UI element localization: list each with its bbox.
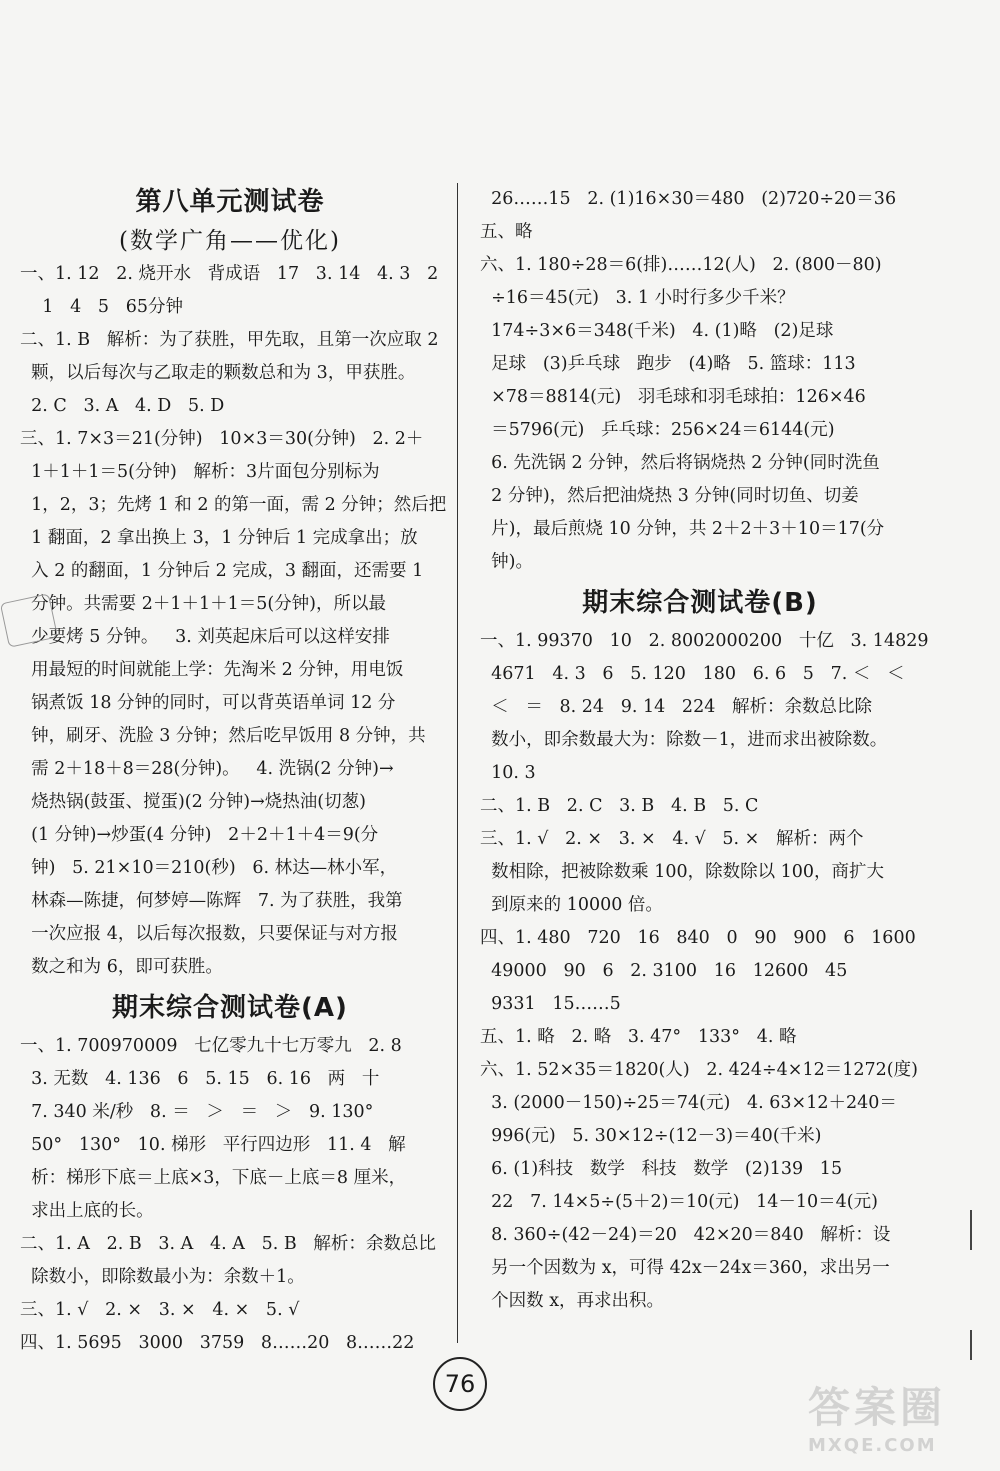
left-column	[20, 178, 447, 1360]
answer-line: 三、1. √ 2. × 3. × 4. × 5. √	[20, 1300, 300, 1320]
answer-line: ÷16＝45(元) 3. 1 小时行多少千米？	[480, 288, 795, 308]
answer-line: 174÷3×6＝348(千米) 4. (1)略 (2)足球	[480, 321, 834, 341]
answer-line: 3. (2000－150)÷25＝74(元) 4. 63×12＋240＝	[480, 1093, 897, 1113]
answers-unit8	[20, 258, 447, 984]
answer-line: 个因数 x，再求出积。	[480, 1291, 665, 1311]
answer-line: 片)，最后煎烧 10 分钟，共 2＋2＋3＋10＝17(分	[480, 519, 885, 539]
answer-line: 3. 无数 4. 136 6 5. 15 6. 16 两 十	[20, 1069, 380, 1089]
answer-line: ×78＝8814(元) 羽毛球和羽毛球拍：126×46	[480, 387, 866, 407]
section-title-final-b: 期末综合测试卷(B)	[582, 588, 818, 618]
answer-line: 锅煮饭 18 分钟的同时，可以背英语单词 12 分	[20, 693, 396, 713]
answer-line: 数小，即余数最大为：除数－1，进而求出被除数。	[480, 730, 888, 750]
section-subtitle-unit8: (数学广角——优化)	[119, 228, 341, 254]
answer-line: 一、1. 12 2. 烧开水 背成语 17 3. 14 4. 3 2	[20, 264, 439, 284]
answer-line: 入 2 的翻面，1 分钟后 2 完成，3 翻面，还需要 1	[20, 561, 424, 581]
answer-line: 需 2＋18＋8＝28(分钟)。 4. 洗锅(2 分钟)→	[20, 759, 394, 779]
answer-line: 1 4 5 65分钟	[20, 297, 183, 317]
answer-line: 10. 3	[480, 763, 536, 783]
answers-final-a	[20, 1030, 440, 1360]
answer-line: 五、1. 略 2. 略 3. 47° 133° 4. 略	[480, 1027, 797, 1047]
answers-final-b	[480, 625, 929, 1318]
answer-line: 林森—陈捷，何梦婷—陈辉 7. 为了获胜，我第	[20, 891, 403, 911]
answer-line: 22 7. 14×5÷(5＋2)＝10(元) 14－10＝4(元)	[480, 1192, 878, 1212]
page-number: 76	[433, 1357, 487, 1411]
answer-line: ＜ ＝ 8. 24 9. 14 224 解析：余数总比除	[480, 697, 873, 717]
answer-line: 析：梯形下底＝上底×3，下底－上底＝8 厘米，	[20, 1168, 407, 1188]
answer-line: 钟，刷牙、洗脸 3 分钟；然后吃早饭用 8 分钟，共	[20, 726, 426, 746]
answer-line: 钟) 5. 21×10＝210(秒) 6. 林达—林小军，	[20, 858, 398, 878]
answer-line: 1＋1＋1＝5(分钟) 解析：3片面包分别标为	[20, 462, 380, 482]
answer-line: 少要烤 5 分钟。 3. 刘英起床后可以这样安排	[20, 627, 390, 647]
watermark-logo-text: 答案圈	[808, 1383, 947, 1432]
answer-line: 六、1. 52×35＝1820(人) 2. 424÷4×12＝1272(度)	[480, 1060, 918, 1080]
site-watermark	[808, 1375, 993, 1465]
answer-line: 7. 340 米/秒 8. ＝ ＞ ＝ ＞ 9. 130°	[20, 1102, 374, 1122]
watermark-url: MXQE.COM	[808, 1435, 937, 1456]
answer-line: 颗，以后每次与乙取走的颗数总和为 3，甲获胜。	[20, 363, 416, 383]
answer-line: 求出上底的长。	[20, 1201, 154, 1221]
answer-line: 四、1. 480 720 16 840 0 90 900 6 1600	[480, 928, 916, 948]
answer-line: 6. (1)科技 数学 科技 数学 (2)139 15	[480, 1159, 843, 1179]
answer-line: 8. 360÷(42－24)＝20 42×20＝840 解析：设	[480, 1225, 891, 1245]
answer-line: 到原来的 10000 倍。	[480, 895, 663, 915]
section-title-final-a: 期末综合测试卷(A)	[112, 993, 348, 1023]
answer-line: 1，2，3；先烤 1 和 2 的第一面，需 2 分钟；然后把	[20, 495, 447, 515]
answer-line: 烧热锅(鼓蛋、搅蛋)(2 分钟)→烧热油(切葱)	[20, 792, 366, 812]
answer-line: 除数小，即除数最小为：余数＋1。	[20, 1267, 305, 1287]
answer-line: 996(元) 5. 30×12÷(12－3)＝40(千米)	[480, 1126, 822, 1146]
answer-line: 五、略	[480, 222, 533, 242]
answer-line: 用最短的时间就能上学：先淘米 2 分钟，用电饭	[20, 660, 404, 680]
answer-line: 9331 15……5	[480, 994, 621, 1014]
answer-line: 数相除，把被除数乘 100，除数除以 100，商扩大	[480, 862, 885, 882]
answer-line: (1 分钟)→炒蛋(4 分钟) 2＋2＋1＋4＝9(分	[20, 825, 379, 845]
answer-line: 分钟。共需要 2＋1＋1＋1＝5(分钟)，所以最	[20, 594, 387, 614]
answer-line: 另一个因数为 x，可得 42x－24x＝360，求出另一	[480, 1258, 890, 1278]
answer-line: 一、1. 700970009 七亿零九十七万零九 2. 8	[20, 1036, 402, 1056]
column-divider	[457, 183, 458, 1343]
answer-line: 数之和为 6，即可获胜。	[20, 957, 223, 977]
answer-line: 一次应报 4，以后每次报数，只要保证与对方报	[20, 924, 398, 944]
answer-line: 49000 90 6 2. 3100 16 12600 45	[480, 961, 848, 981]
answer-line: 6. 先洗锅 2 分钟，然后将锅烧热 2 分钟(同时洗鱼	[480, 453, 880, 473]
answers-final-a-continued	[480, 183, 920, 579]
answer-line: 1 翻面，2 拿出换上 3，1 分钟后 1 完成拿出；放	[20, 528, 418, 548]
answer-line: 二、1. A 2. B 3. A 4. A 5. B 解析：余数总比	[20, 1234, 436, 1254]
answer-line: 二、1. B 解析：为了获胜，甲先取，且第一次应取 2	[20, 330, 439, 350]
answer-line: 2. C 3. A 4. D 5. D	[20, 396, 225, 416]
answer-line: 足球 (3)乒乓球 跑步 (4)略 5. 篮球：113	[480, 354, 856, 374]
answer-line: 钟)。	[480, 552, 533, 572]
answer-line: 4671 4. 3 6 5. 120 180 6. 6 5 7. ＜ ＜	[480, 664, 905, 684]
section-title-unit8: 第八单元测试卷	[135, 187, 325, 217]
answer-line: 50° 130° 10. 梯形 平行四边形 11. 4 解	[20, 1135, 406, 1155]
right-column	[480, 183, 929, 1318]
answer-line: 二、1. B 2. C 3. B 4. B 5. C	[480, 796, 759, 816]
answer-line: 四、1. 5695 3000 3759 8……20 8……22	[20, 1333, 415, 1353]
answer-line: 六、1. 180÷28＝6(排)……12(人) 2. (800－80)	[480, 255, 882, 275]
answer-line: 2 分钟)，然后把油烧热 3 分钟(同时切鱼、切姜	[480, 486, 859, 506]
answer-line: 26……15 2. (1)16×30＝480 (2)720÷20＝36	[480, 189, 897, 209]
answer-line: 一、1. 99370 10 2. 8002000200 十亿 3. 14829	[480, 631, 929, 651]
answer-line: 三、1. √ 2. × 3. × 4. √ 5. × 解析：两个	[480, 829, 864, 849]
answer-line: ＝5796(元) 乒乓球：256×24＝6144(元)	[480, 420, 835, 440]
answer-line: 三、1. 7×3＝21(分钟) 10×3＝30(分钟) 2. 2＋	[20, 429, 424, 449]
margin-mark	[970, 1330, 972, 1360]
margin-mark	[970, 1210, 972, 1250]
